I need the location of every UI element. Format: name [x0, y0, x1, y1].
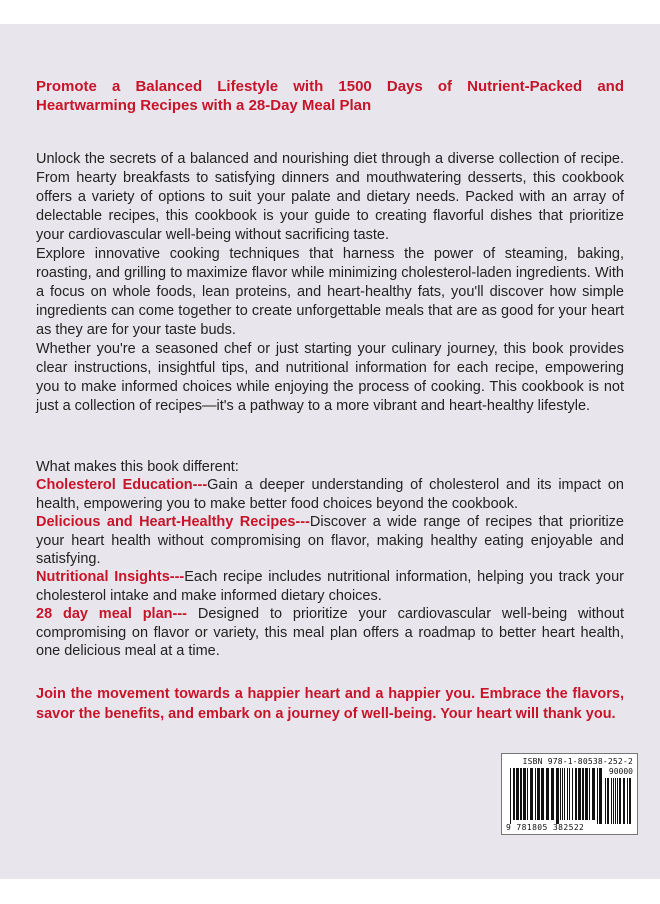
barcode-bar [520, 768, 522, 820]
closing-statement: Join the movement towards a happier heart and a happier you. Embrace the flavors, savor the benefits, and embark on a journey of well-being. Your heart will thank you. [36, 686, 624, 722]
differences-section [36, 458, 624, 660]
feature-text: Each recipe includes nutritional information, helping you track your cholesterol intake and make informed dietary choices. [36, 569, 624, 604]
barcode-bar [613, 778, 614, 824]
barcode-bar [572, 768, 573, 820]
barcode-digits: 9 781805 382522 [506, 823, 585, 832]
barcode-bar [607, 778, 609, 824]
barcode-bar [585, 768, 588, 820]
barcode-bar [546, 768, 549, 820]
feature-text: Discover a wide range of recipes that prioritize your heart health without compromising on flavor, making healthy eating enjoyable and satisfying. [36, 514, 624, 568]
barcode-bar [629, 778, 631, 824]
barcode-bar [605, 778, 606, 824]
barcode-bar [562, 768, 563, 820]
barcode-bar [510, 768, 511, 824]
barcode-bar [589, 768, 590, 820]
barcode-bar [619, 778, 621, 824]
barcode-bar [530, 768, 533, 820]
intro-paragraph: Explore innovative cooking techniques that harness the power of steaming, baking, roasting, and grilling to maximize flavor while minimizing cholesterol-laden ingredients. With a focus on whole foods, lean proteins, and heart-healthy fats, you'll discover how simple ingredients can come together to create unforgettable meals that are as good for your heart as they are for your taste buds. [36, 246, 624, 338]
feature-item [36, 568, 624, 605]
barcode-bar [560, 768, 561, 820]
feature-text: Gain a deeper understanding of cholesterol and its impact on health, empowering you to make better food choices beyond the cookbook. [36, 477, 624, 512]
barcode-bar [615, 778, 616, 824]
feature-label: Delicious and Heart-Healthy Recipes--- [36, 514, 310, 531]
barcode-bars [502, 754, 637, 834]
barcode-bar [623, 778, 625, 824]
intro-paragraph: Whether you're a seasoned chef or just starting your culinary journey, this book provides clear instructions, insightful tips, and nutritional information for each recipe, empowering you to make informed choices while enjoying the process of cooking. This cookbook is not just a collection of recipes—it's a pathway to a more vibrant and heart-healthy lifestyle. [36, 341, 624, 414]
barcode-bar [541, 768, 544, 820]
barcode-bar [556, 768, 559, 824]
isbn-barcode [501, 753, 638, 835]
barcode-bar [516, 768, 519, 820]
feature-item [36, 513, 624, 568]
barcode-bar [617, 778, 618, 824]
headline: Promote a Balanced Lifestyle with 1500 Days of Nutrient-Packed and Heartwarming Recipes with a 28-Day Meal Plan [36, 78, 624, 114]
isbn-text: ISBN 978-1-80538-252-2 [522, 757, 633, 766]
intro-paragraph: Unlock the secrets of a balanced and nourishing diet through a diverse collection of recipe. From hearty breakfasts to satisfying dinners and mouthwatering desserts, this cookbook offers a variety of options to suit your palate and dietary needs. Packed with an array of delectable recipes, this cookbook is your guide to creating flavorful dishes that prioritize your cardiovascular well-being without sacrificing taste. [36, 151, 624, 243]
barcode-bar [527, 768, 528, 820]
feature-label: 28 day meal plan--- [36, 606, 187, 623]
barcode-bar [611, 778, 612, 824]
barcode-bar [567, 768, 568, 820]
barcode-bar [599, 768, 602, 824]
feature-text: Designed to prioritize your cardiovascular well-being without compromising on flavor or variety, this meal plan offers a roadmap to better heart health, one delicious meal at a time. [36, 606, 624, 660]
barcode-bar [569, 768, 570, 820]
barcode-bar [551, 768, 554, 820]
barcode-bar [523, 768, 526, 820]
barcode-bar [537, 768, 540, 820]
barcode-addon: 90000 [608, 767, 633, 776]
barcode-bar [564, 768, 565, 820]
differences-heading: What makes this book different: [36, 459, 239, 475]
barcode-bar [513, 768, 515, 820]
feature-label: Nutritional Insights--- [36, 569, 185, 586]
barcode-bar [582, 768, 584, 820]
feature-item [36, 476, 624, 513]
feature-label: Cholesterol Education--- [36, 477, 208, 494]
barcode-bar [578, 768, 581, 820]
intro-text [36, 150, 624, 416]
barcode-bar [592, 768, 595, 820]
barcode-bar [597, 768, 598, 824]
feature-item [36, 605, 624, 660]
back-cover [0, 24, 660, 879]
barcode-bar [575, 768, 577, 820]
barcode-bar [627, 778, 628, 824]
barcode-bar [535, 768, 536, 820]
